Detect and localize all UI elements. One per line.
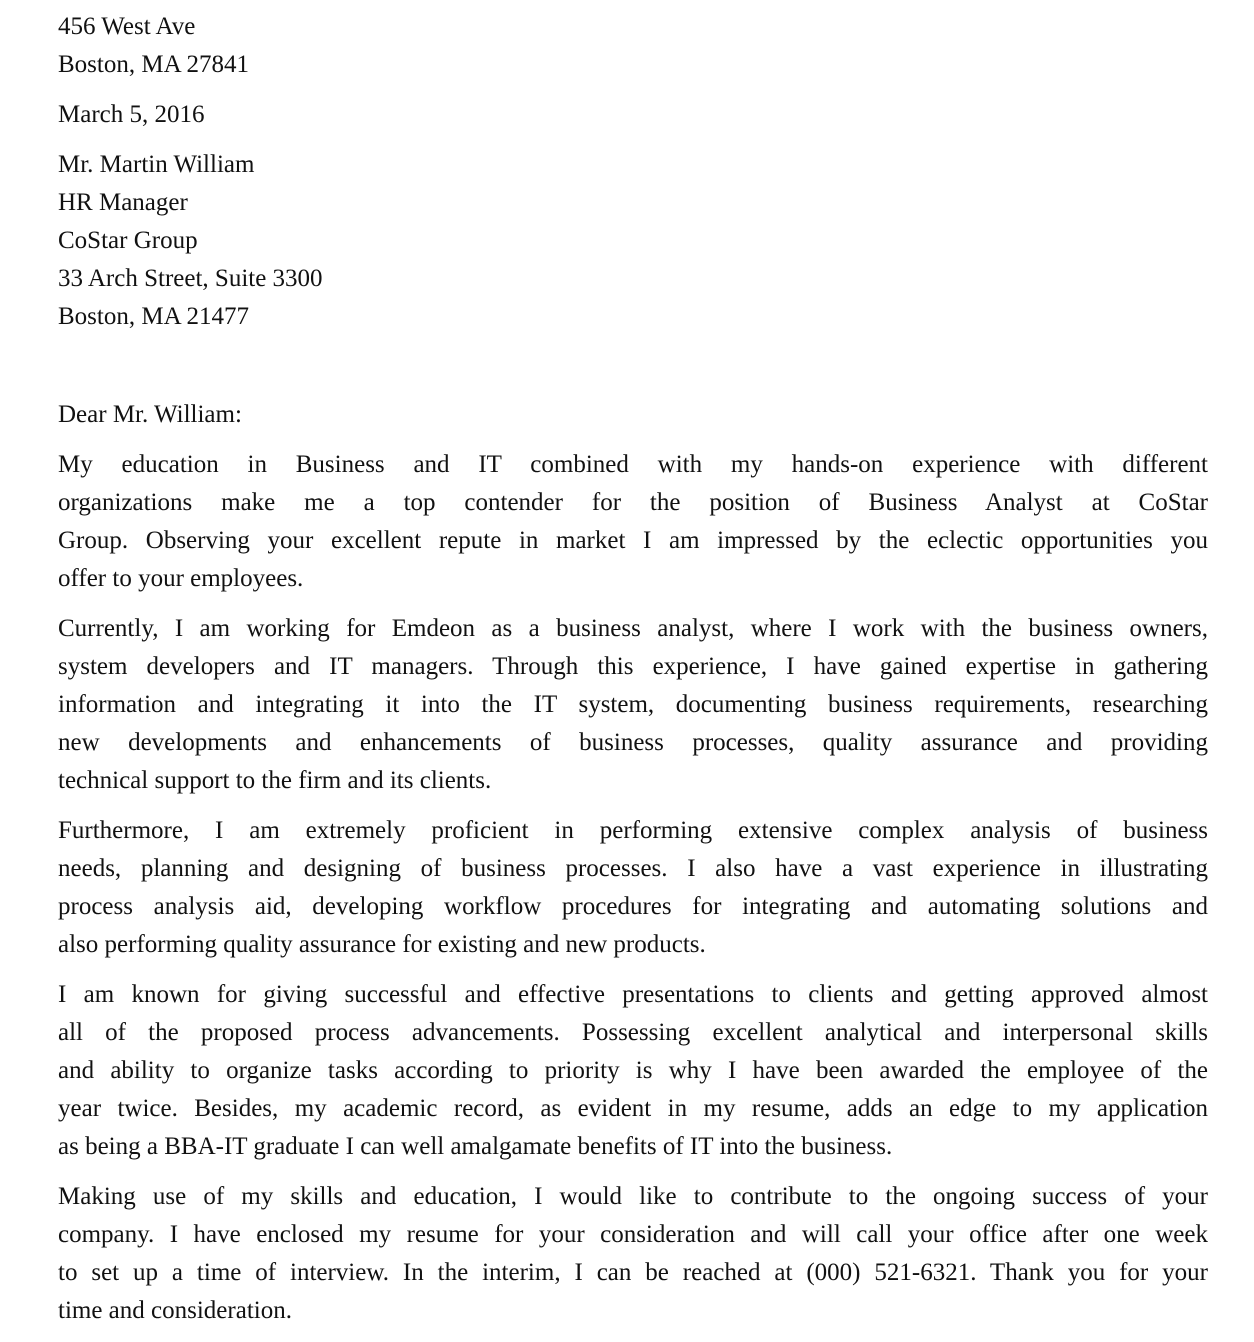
paragraph-line: company. I have enclosed my resume for your consideration and will call your office after one week bbox=[58, 1221, 1208, 1248]
body-paragraph-4 bbox=[58, 976, 1208, 1166]
body-paragraph-2 bbox=[58, 610, 1208, 800]
paragraph-line: to set up a time of interview. In the interim, I can be reached at (000) 521-6321. Thank you for your bbox=[58, 1259, 1208, 1286]
paragraph-line: also performing quality assurance for existing and new products. bbox=[58, 931, 706, 958]
paragraph-line: technical support to the firm and its clients. bbox=[58, 767, 492, 794]
paragraph-line: organizations make me a top contender for the position of Business Analyst at CoStar bbox=[58, 489, 1208, 516]
paragraph-line: system developers and IT managers. Through this experience, I have gained expertise in gathering bbox=[58, 653, 1208, 680]
sender-street: 456 West Ave bbox=[58, 13, 196, 40]
paragraph-line: Group. Observing your excellent repute in market I am impressed by the eclectic opportunities you bbox=[58, 527, 1208, 554]
paragraph-line: Currently, I am working for Emdeon as a business analyst, where I work with the business owners, bbox=[58, 615, 1208, 642]
paragraph-line: information and integrating it into the IT system, documenting business requirements, researching bbox=[58, 691, 1208, 718]
recipient-name: Mr. Martin William bbox=[58, 151, 255, 178]
paragraph-line: time and consideration. bbox=[58, 1297, 292, 1324]
salutation: Dear Mr. William: bbox=[58, 401, 242, 428]
sender-city: Boston, MA 27841 bbox=[58, 51, 250, 78]
body-paragraph-1 bbox=[58, 446, 1208, 598]
letter-date: March 5, 2016 bbox=[58, 101, 205, 128]
body-paragraph-5 bbox=[58, 1178, 1208, 1330]
recipient-address bbox=[58, 146, 1208, 336]
paragraph-line: year twice. Besides, my academic record, as evident in my resume, adds an edge to my application bbox=[58, 1095, 1208, 1122]
recipient-city: Boston, MA 21477 bbox=[58, 303, 250, 330]
body-paragraph-3 bbox=[58, 812, 1208, 964]
paragraph-line: process analysis aid, developing workflow procedures for integrating and automating solutions and bbox=[58, 893, 1208, 920]
paragraph-line: Making use of my skills and education, I would like to contribute to the ongoing success of your bbox=[58, 1183, 1208, 1210]
paragraph-line: as being a BBA-IT graduate I can well amalgamate benefits of IT into the business. bbox=[58, 1133, 893, 1160]
paragraph-line: new developments and enhancements of business processes, quality assurance and providing bbox=[58, 729, 1208, 756]
paragraph-line: all of the proposed process advancements. Possessing excellent analytical and interpersonal skills bbox=[58, 1019, 1208, 1046]
cover-letter-page bbox=[58, 8, 1208, 1342]
paragraph-line: offer to your employees. bbox=[58, 565, 304, 592]
sender-address bbox=[58, 8, 1208, 84]
recipient-company: CoStar Group bbox=[58, 227, 198, 254]
paragraph-line: I am known for giving successful and effective presentations to clients and getting approved almost bbox=[58, 981, 1208, 1008]
paragraph-line: Furthermore, I am extremely proficient in performing extensive complex analysis of business bbox=[58, 817, 1208, 844]
recipient-street: 33 Arch Street, Suite 3300 bbox=[58, 265, 323, 292]
paragraph-line: and ability to organize tasks according to priority is why I have been awarded the employee of the bbox=[58, 1057, 1208, 1084]
recipient-title: HR Manager bbox=[58, 189, 188, 216]
paragraph-line: needs, planning and designing of business processes. I also have a vast experience in illustrating bbox=[58, 855, 1208, 882]
paragraph-line: My education in Business and IT combined with my hands-on experience with different bbox=[58, 451, 1208, 478]
